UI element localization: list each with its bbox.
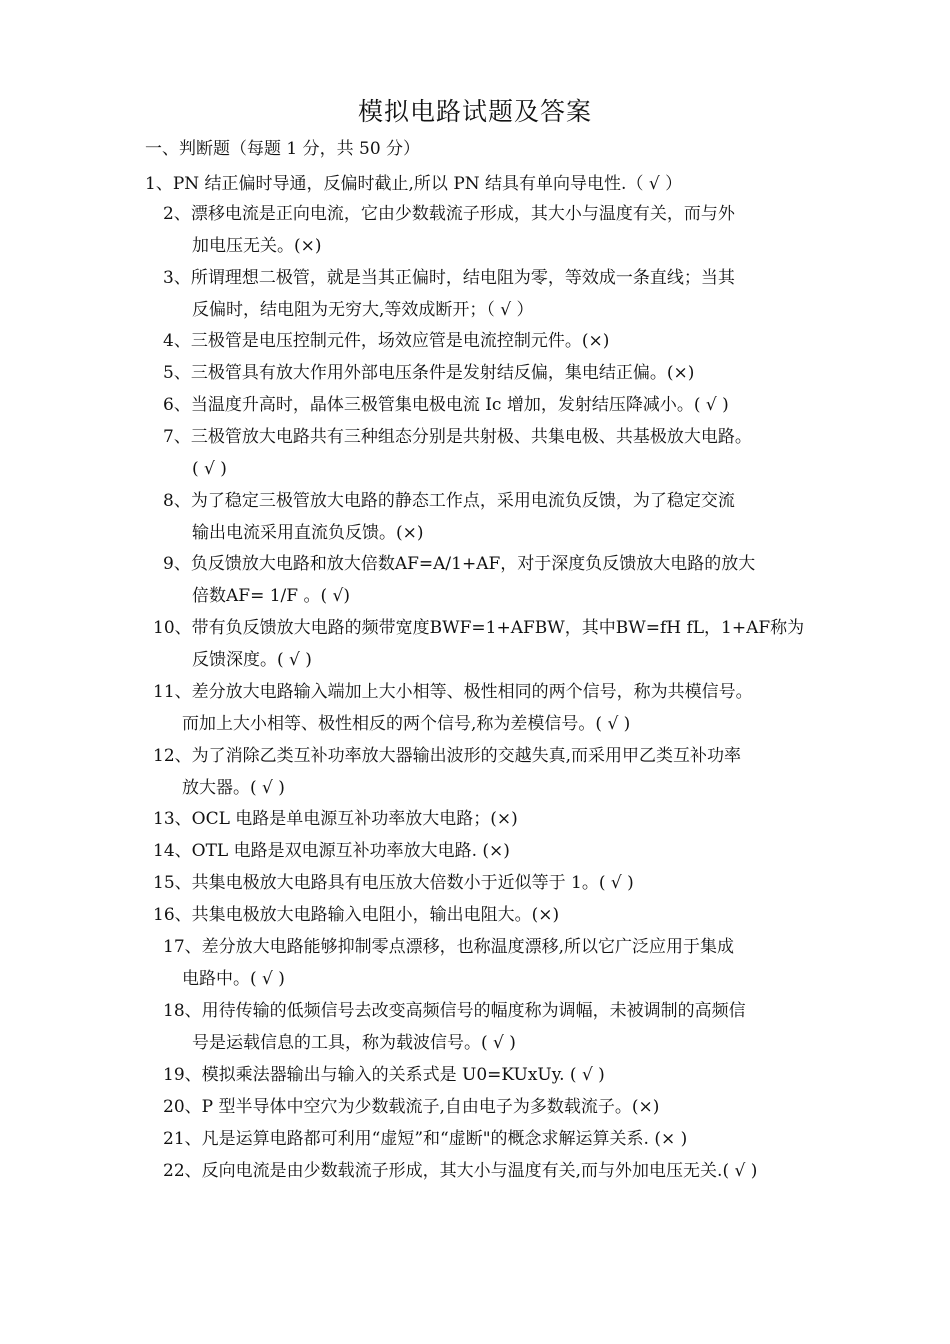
question-text: 2、漂移电流是正向电流，它由少数载流子形成，其大小与温度有关，而与外 xyxy=(163,204,735,224)
question-text: 11、差分放大电路输入端加上大小相等、极性相同的两个信号，称为共模信号。 xyxy=(153,682,753,702)
section-heading: 一、判断题（每题 1 分，共 50 分） xyxy=(145,139,421,159)
question-text-continued: 放大器。( √ ) xyxy=(182,778,285,798)
question-text-continued: 加电压无关。(×) xyxy=(192,236,322,256)
question-text: 20、P 型半导体中空穴为少数载流子,自由电子为多数载流子。(×) xyxy=(163,1097,660,1117)
question-text: 15、共集电极放大电路具有电压放大倍数小于近似等于 1。( √ ) xyxy=(153,873,634,893)
question-text: 9、负反馈放大电路和放大倍数AF=A/1+AF，对于深度负反馈放大电路的放大 xyxy=(163,554,756,574)
question-text: 8、为了稳定三极管放大电路的静态工作点，采用电流负反馈，为了稳定交流 xyxy=(163,491,735,511)
question-text-continued: 输出电流采用直流负反馈。(×) xyxy=(192,523,424,543)
question-text: 14、OTL 电路是双电源互补功率放大电路. (×) xyxy=(153,841,510,861)
question-text: 19、模拟乘法器输出与输入的关系式是 U0=KUxUy. ( √ ) xyxy=(163,1065,605,1085)
question-text-continued: 反偏时，结电阻为无穷大,等效成断开；（ √ ） xyxy=(192,300,534,320)
question-text: 13、OCL 电路是单电源互补功率放大电路；(×) xyxy=(153,809,518,829)
question-text: 3、所谓理想二极管，就是当其正偏时，结电阻为零，等效成一条直线；当其 xyxy=(163,268,735,288)
question-text-continued: ( √ ) xyxy=(192,459,227,479)
question-text: 7、三极管放大电路共有三种组态分别是共射极、共集电极、共基极放大电路。 xyxy=(163,427,752,447)
question-text: 17、差分放大电路能够抑制零点漂移，也称温度漂移,所以它广泛应用于集成 xyxy=(163,937,735,957)
question-text: 5、三极管具有放大作用外部电压条件是发射结反偏，集电结正偏。(×) xyxy=(163,363,695,383)
question-text: 4、三极管是电压控制元件，场效应管是电流控制元件。(×) xyxy=(163,331,610,351)
question-text: 6、当温度升高时，晶体三极管集电极电流 Ic 增加，发射结压降减小。( √ ) xyxy=(163,395,729,415)
question-text-continued: 而加上大小相等、极性相反的两个信号,称为差模信号。( √ ) xyxy=(182,714,631,734)
question-text: 18、用待传输的低频信号去改变高频信号的幅度称为调幅，未被调制的高频信 xyxy=(163,1001,746,1021)
question-text-continued: 反馈深度。( √ ) xyxy=(192,650,312,670)
question-text-continued: 电路中。( √ ) xyxy=(182,969,285,989)
question-text: 16、共集电极放大电路输入电阻小，输出电阻大。(×) xyxy=(153,905,560,925)
question-text-continued: 倍数AF= 1/F 。( √) xyxy=(192,586,350,606)
document-title: 模拟电路试题及答案 xyxy=(357,97,592,126)
question-text: 12、为了消除乙类互补功率放大器输出波形的交越失真,而采用甲乙类互补功率 xyxy=(153,746,742,766)
question-text: 1、PN 结正偏时导通，反偏时截止,所以 PN 结具有单向导电性.（ √ ） xyxy=(145,174,683,194)
question-text: 21、凡是运算电路都可利用“虚短”和“虚断"的概念求解运算关系. (× ) xyxy=(163,1129,688,1149)
question-text: 22、反向电流是由少数载流子形成，其大小与温度有关,而与外加电压无关.( √ ) xyxy=(163,1161,758,1181)
question-text-continued: 号是运载信息的工具，称为载波信号。( √ ) xyxy=(192,1033,516,1053)
question-text: 10、带有负反馈放大电路的频带宽度BWF=1+AFBW，其中BW=fH fL，1+AF称为 xyxy=(153,618,805,638)
